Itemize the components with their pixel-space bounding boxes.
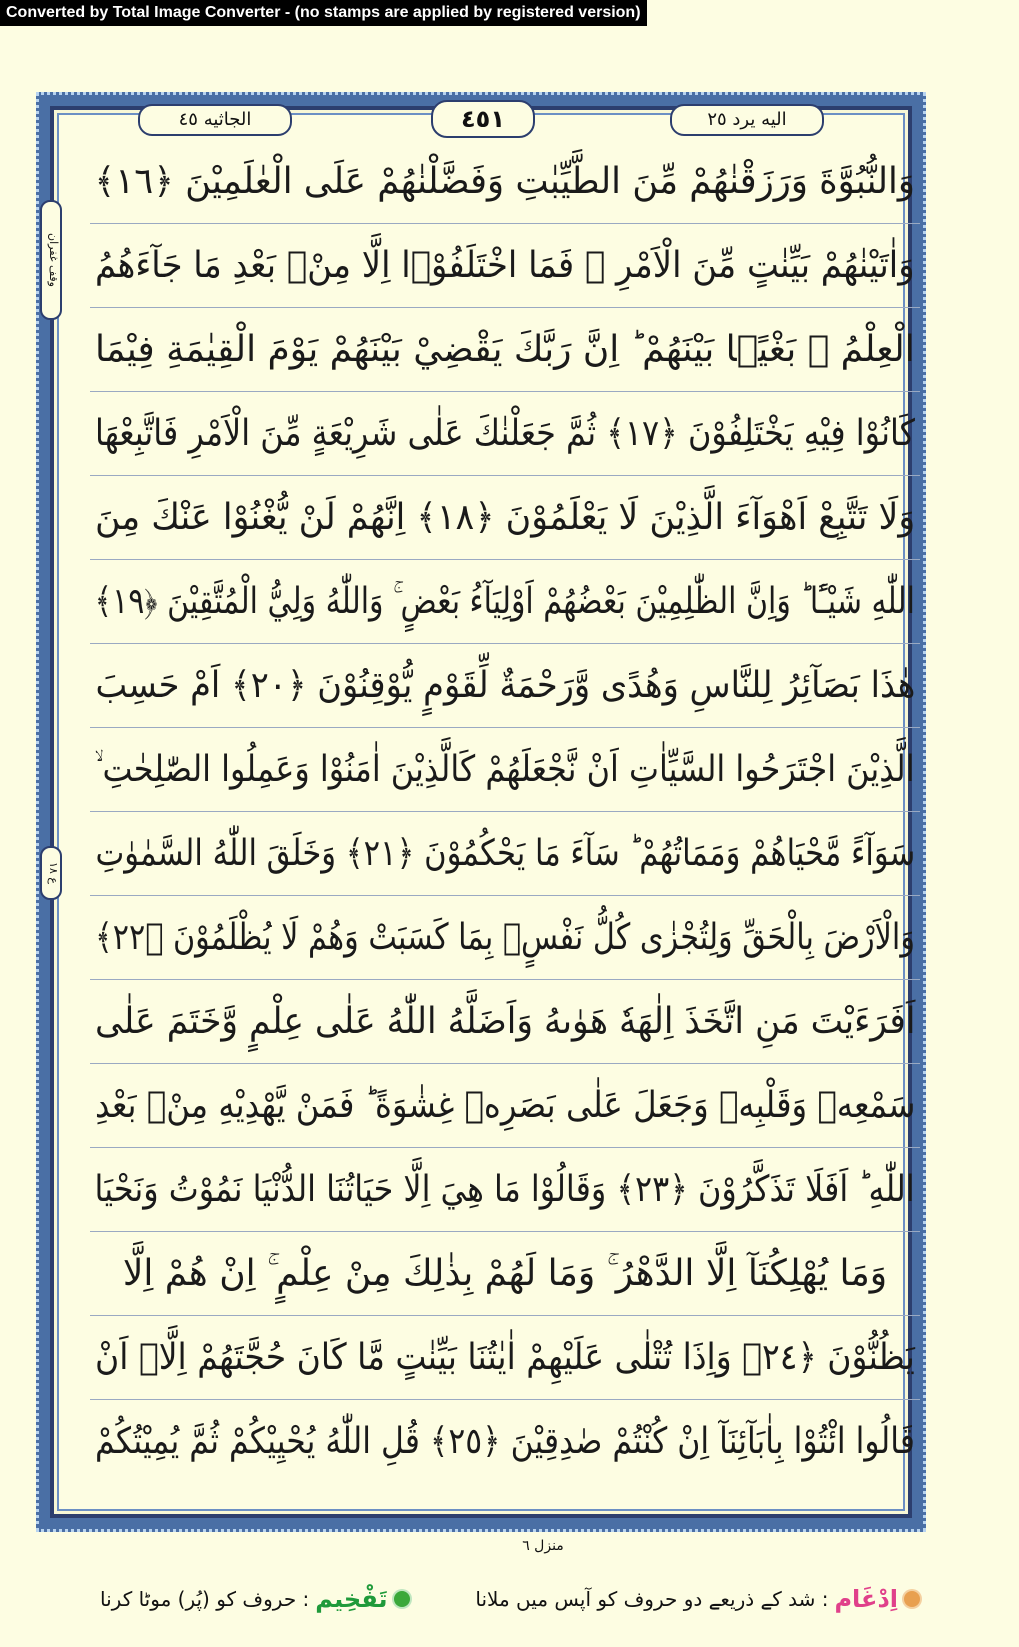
line-text: وَمَا يُهْلِكُنَآ اِلَّا الدَّهْرُ ۚ وَمَا لَهُمْ بِذٰلِكَ مِنْ عِلْمٍ ۚ اِنْ هُمْ اِلَّا xyxy=(122,1252,888,1294)
flower-icon xyxy=(904,1591,920,1607)
line-text: سَمْعِهٖ وَقَلْبِهٖ وَجَعَلَ عَلٰى بَصَرِهٖ غِشٰوَةً ؕ فَمَنْ يَّهْدِيْهِ مِنْۢ بَعْدِ xyxy=(94,1085,916,1126)
idgham-term: اِدْغَام xyxy=(834,1585,898,1613)
text-line xyxy=(90,1232,920,1316)
ruku-marker: ع ١٨ xyxy=(40,846,62,900)
text-line xyxy=(90,1064,920,1148)
text-line xyxy=(90,1316,920,1400)
line-text: الْعِلْمُ ۙ بَغْيًۢا بَيْنَهُمْ ؕ اِنَّ رَبَّكَ يَقْضِيْ بَيْنَهُمْ يَوْمَ الْقِيٰمَةِ فِيْمَا xyxy=(95,329,915,370)
text-line xyxy=(90,560,920,644)
line-text: اللّٰهِ شَيْـًٔا ؕ وَاِنَّ الظّٰلِمِيْنَ بَعْضُهُمْ اَوْلِيَآءُ بَعْضٍ ۚ وَاللّٰهُ وَلِيُّ الْمُتَّقِيْنَ ﴿١٩﴾ xyxy=(94,580,916,622)
idgham-description: : شد کے ذریعے دو حروف کو آپس میں ملانا xyxy=(475,1587,829,1611)
text-line xyxy=(90,728,920,812)
tajweed-legend xyxy=(100,1575,920,1623)
line-text: وَالْاَرْضَ بِالْحَقِّ وَلِتُجْزٰى كُلُّ نَفْسٍۢ بِمَا كَسَبَتْ وَهُمْ لَا يُظْلَمُوْنَ ﴿٢٢﴾ xyxy=(95,917,915,958)
line-text: الَّذِيْنَ اجْتَرَحُوا السَّيِّاٰتِ اَنْ نَّجْعَلَهُمْ كَالَّذِيْنَ اٰمَنُوْا وَعَمِلُوا الصّٰلِحٰتِ ۙ xyxy=(94,748,916,790)
text-line xyxy=(90,1148,920,1232)
line-text: وَاٰتَيْنٰهُمْ بَيِّنٰتٍ مِّنَ الْاَمْرِ ۚ فَمَا اخْتَلَفُوْۤا اِلَّا مِنْۢ بَعْدِ مَا جَآءَهُمُ xyxy=(95,245,915,286)
converter-watermark: Converted by Total Image Converter - (no stamps are applied by registered version) xyxy=(0,0,647,26)
line-text: هٰذَا بَصَآئِرُ لِلنَّاسِ وَهُدًى وَّرَحْمَةٌ لِّقَوْمٍ يُّوْقِنُوْنَ ﴿٢٠﴾ اَمْ حَسِبَ xyxy=(95,665,915,706)
line-text: اَفَرَءَيْتَ مَنِ اتَّخَذَ اِلٰهَهٗ هَوٰىهُ وَاَضَلَّهُ اللّٰهُ عَلٰى عِلْمٍ وَّخَتَمَ عَلٰى xyxy=(94,1001,916,1042)
line-text: كَانُوْا فِيْهِ يَخْتَلِفُوْنَ ﴿١٧﴾ ثُمَّ جَعَلْنٰكَ عَلٰى شَرِيْعَةٍ مِّنَ الْاَمْرِ فَاتَّبِعْهَا xyxy=(95,413,915,454)
text-line xyxy=(90,1400,920,1483)
text-line xyxy=(90,308,920,392)
text-line xyxy=(90,980,920,1064)
line-text: اللّٰهِ ؕ اَفَلَا تَذَكَّرُوْنَ ﴿٢٣﴾ وَقَالُوْا مَا هِيَ اِلَّا حَيَاتُنَا الدُّنْيَا نَمُوْتُ وَنَحْيَا xyxy=(94,1169,916,1210)
text-line xyxy=(90,392,920,476)
text-line xyxy=(90,140,920,224)
page-number: ٤٥١ xyxy=(431,100,535,138)
page-header xyxy=(58,100,904,136)
line-text: قَالُوا ائْتُوْا بِاٰبَآئِنَآ اِنْ كُنْتُمْ صٰدِقِيْنَ ﴿٢٥﴾ قُلِ اللّٰهُ يُحْيِيْكُمْ ثُمَّ يُمِيْتُكُمْ xyxy=(95,1421,915,1462)
flower-icon xyxy=(394,1591,410,1607)
text-line xyxy=(90,224,920,308)
line-text: وَالنُّبُوَّةَ وَرَزَقْنٰهُمْ مِّنَ الطَّيِّبٰتِ وَفَضَّلْنٰهُمْ عَلَى الْعٰلَمِيْنَ ﴿١٦﴾ xyxy=(94,161,916,202)
text-line xyxy=(90,812,920,896)
quran-text-area xyxy=(90,140,920,1510)
tafkhim-term: تَفْخِيم xyxy=(315,1585,388,1613)
margin-note-top: وقف غفران xyxy=(40,200,62,320)
juz-label: اليه يرد ٢٥ xyxy=(670,104,824,136)
manzil-label: منزل ٦ xyxy=(522,1538,564,1554)
line-text: يَظُنُّوْنَ ﴿٢٤﴾ وَاِذَا تُتْلٰى عَلَيْهِمْ اٰيٰتُنَا بَيِّنٰتٍ مَّا كَانَ حُجَّتَهُمْ اِلَّاۤ اَنْ xyxy=(95,1337,915,1378)
tafkhim-description: : حروف کو (پُر) موٹا کرنا xyxy=(100,1587,310,1611)
line-text: سَوَآءً مَّحْيَاهُمْ وَمَمَاتُهُمْ ؕ سَآءَ مَا يَحْكُمُوْنَ ﴿٢١﴾ وَخَلَقَ اللّٰهُ السَّمٰوٰتِ xyxy=(95,833,915,874)
line-text: وَلَا تَتَّبِعْ اَهْوَآءَ الَّذِيْنَ لَا يَعْلَمُوْنَ ﴿١٨﴾ اِنَّهُمْ لَنْ يُّغْنُوْا عَنْكَ مِنَ xyxy=(94,497,916,538)
legend-idgham xyxy=(475,1585,920,1613)
text-line xyxy=(90,476,920,560)
text-line xyxy=(90,896,920,980)
legend-tafkhim xyxy=(100,1585,410,1613)
text-line xyxy=(90,644,920,728)
surah-label: الجاثيه ٤٥ xyxy=(138,104,292,136)
